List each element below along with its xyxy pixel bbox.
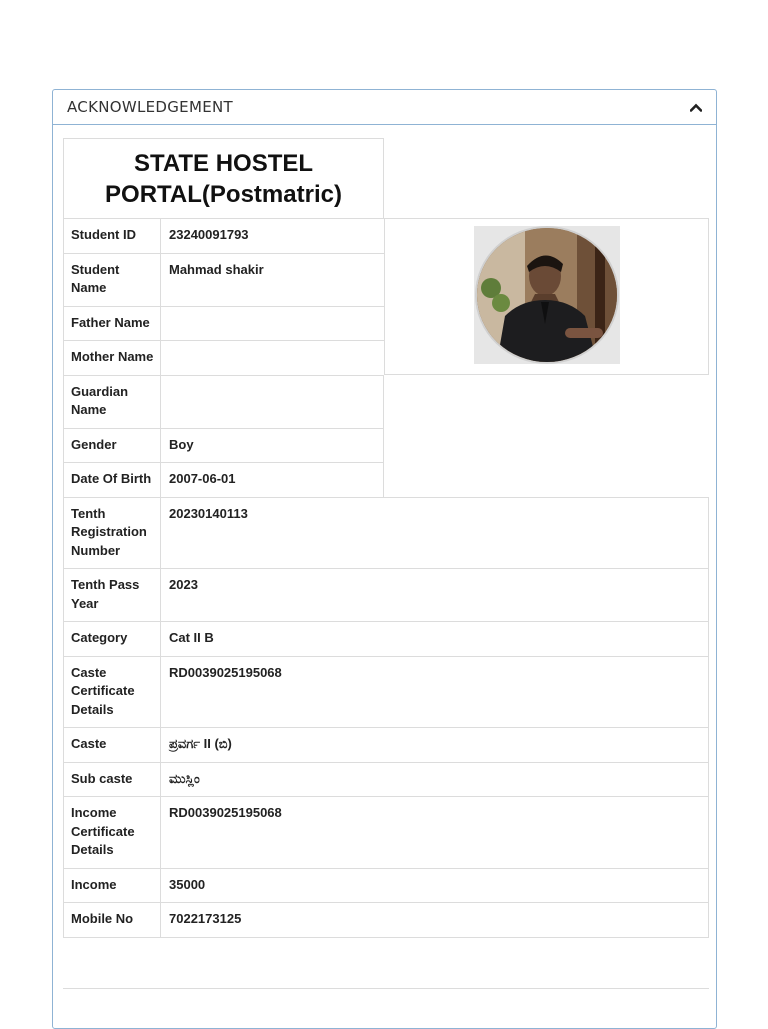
field-value — [160, 306, 384, 341]
portal-title-line2: PORTAL(Postmatric) — [105, 180, 342, 208]
acknowledgement-table — [63, 138, 709, 938]
field-label: Mobile No — [63, 902, 160, 938]
field-label: Mother Name — [63, 340, 160, 375]
field-value — [160, 340, 384, 375]
field-label: Caste Certificate Details — [63, 656, 160, 728]
field-label: Tenth Registration Number — [63, 497, 160, 569]
field-value: Cat II B — [160, 621, 709, 656]
field-value: Boy — [160, 428, 384, 463]
field-value — [160, 375, 384, 428]
field-value: 2007-06-01 — [160, 462, 384, 497]
field-label: Student ID — [63, 218, 160, 253]
portal-title — [63, 138, 384, 218]
field-label: Income — [63, 868, 160, 903]
field-label: Student Name — [63, 253, 160, 306]
portal-title-line1: STATE HOSTEL — [133, 149, 314, 177]
field-label: Caste — [63, 727, 160, 762]
field-value: Mahmad shakir — [160, 253, 384, 306]
field-value: 2023 — [160, 568, 709, 621]
field-value: RD0039025195068 — [160, 796, 709, 868]
field-label: Sub caste — [63, 762, 160, 797]
field-value: 35000 — [160, 868, 709, 903]
field-value: 20230140113 — [160, 497, 709, 569]
field-label: Category — [63, 621, 160, 656]
next-section-divider — [63, 988, 709, 989]
chevron-up-icon[interactable] — [690, 103, 702, 112]
field-label: Guardian Name — [63, 375, 160, 428]
field-label: Tenth Pass Year — [63, 568, 160, 621]
field-value: RD0039025195068 — [160, 656, 709, 728]
panel-header[interactable] — [53, 90, 716, 125]
field-value: 7022173125 — [160, 902, 709, 938]
field-value: ಮುಸ್ಲಿಂ — [160, 762, 709, 797]
field-label: Date Of Birth — [63, 462, 160, 497]
field-label: Gender — [63, 428, 160, 463]
field-label: Father Name — [63, 306, 160, 341]
field-value: ಪ್ರವರ್ಗ II (ಬಿ) — [160, 727, 709, 762]
student-photo-cell — [384, 218, 709, 375]
student-photo — [474, 226, 620, 364]
field-label: Income Certificate Details — [63, 796, 160, 868]
field-value: 23240091793 — [160, 218, 384, 253]
panel-title: ACKNOWLEDGEMENT — [67, 98, 233, 116]
